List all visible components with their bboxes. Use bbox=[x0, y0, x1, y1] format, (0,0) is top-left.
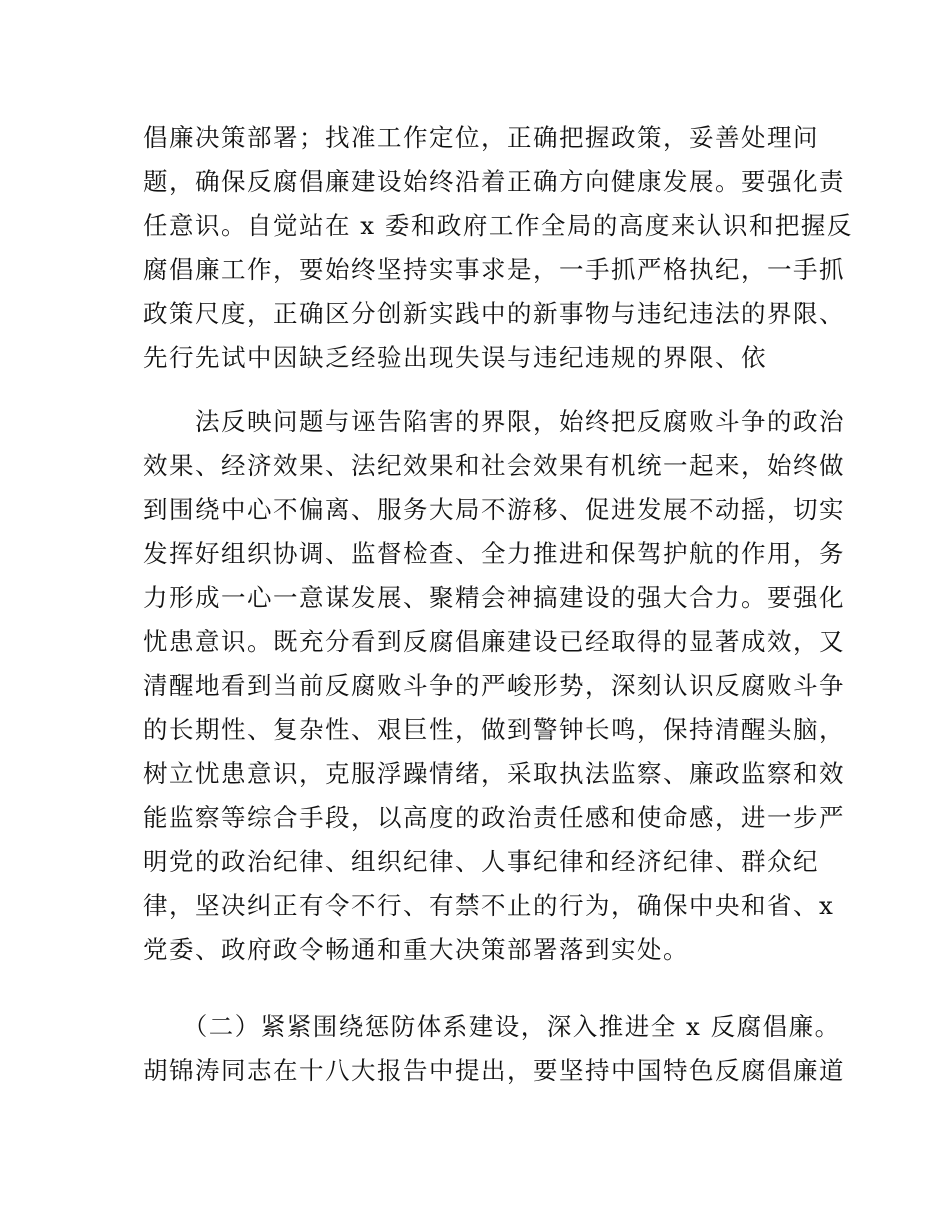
text-line: 明党的政治纪律、组织纪律、人事纪律和经济纪律、群众纪 bbox=[143, 847, 819, 876]
text-line: 律，坚决纠正有令不行、有禁不止的行为，确保中央和省、x bbox=[143, 891, 835, 920]
paragraph-2 bbox=[143, 400, 845, 972]
text-line: 党委、政府政令畅通和重大决策部署落到实处。 bbox=[143, 935, 689, 964]
paragraph-3 bbox=[143, 1005, 845, 1093]
text-line: 清醒地看到当前反腐败斗争的严峻形势，深刻认识反腐败斗争 bbox=[143, 671, 845, 700]
text-line: （二）紧紧围绕惩防体系建设，深入推进全 x 反腐倡廉。 bbox=[143, 1012, 841, 1041]
text-line: 的长期性、复杂性、艰巨性，做到警钟长鸣，保持清醒头脑， bbox=[143, 715, 845, 744]
text-line: 树立忧患意识，克服浮躁情绪，采取执法监察、廉政监察和效 bbox=[143, 759, 845, 788]
text-line: 忧患意识。既充分看到反腐倡廉建设已经取得的显著成效，又 bbox=[143, 627, 845, 656]
text-line: 先行先试中因缺乏经验出现失误与违纪违规的界限、依 bbox=[143, 343, 767, 372]
text-line: 效果、经济效果、法纪效果和社会效果有机统一起来，始终做 bbox=[143, 451, 845, 480]
text-line: 力形成一心一意谋发展、聚精会神搞建设的强大合力。要强化 bbox=[143, 583, 845, 612]
text-line: 政策尺度，正确区分创新实践中的新事物与违纪违法的界限、 bbox=[143, 299, 845, 328]
text-line: 任意识。自觉站在 x 委和政府工作全局的高度来认识和把握反 bbox=[143, 211, 853, 240]
text-line: 到围绕中心不偏离、服务大局不游移、促进发展不动摇，切实 bbox=[143, 495, 845, 524]
text-line: 倡廉决策部署；找准工作定位，正确把握政策，妥善处理问 bbox=[143, 123, 819, 152]
paragraph-1 bbox=[143, 116, 853, 380]
text-line: 法反映问题与诬告陷害的界限，始终把反腐败斗争的政治 bbox=[143, 407, 845, 436]
text-line: 能监察等综合手段，以高度的政治责任感和使命感，进一步严 bbox=[143, 803, 845, 832]
text-line: 腐倡廉工作，要始终坚持实事求是，一手抓严格执纪，一手抓 bbox=[143, 255, 845, 284]
text-line: 题，确保反腐倡廉建设始终沿着正确方向健康发展。要强化责 bbox=[143, 167, 845, 196]
text-line: 发挥好组织协调、监督检查、全力推进和保驾护航的作用，务 bbox=[143, 539, 845, 568]
text-line: 胡锦涛同志在十八大报告中提出，要坚持中国特色反腐倡廉道 bbox=[143, 1056, 845, 1085]
